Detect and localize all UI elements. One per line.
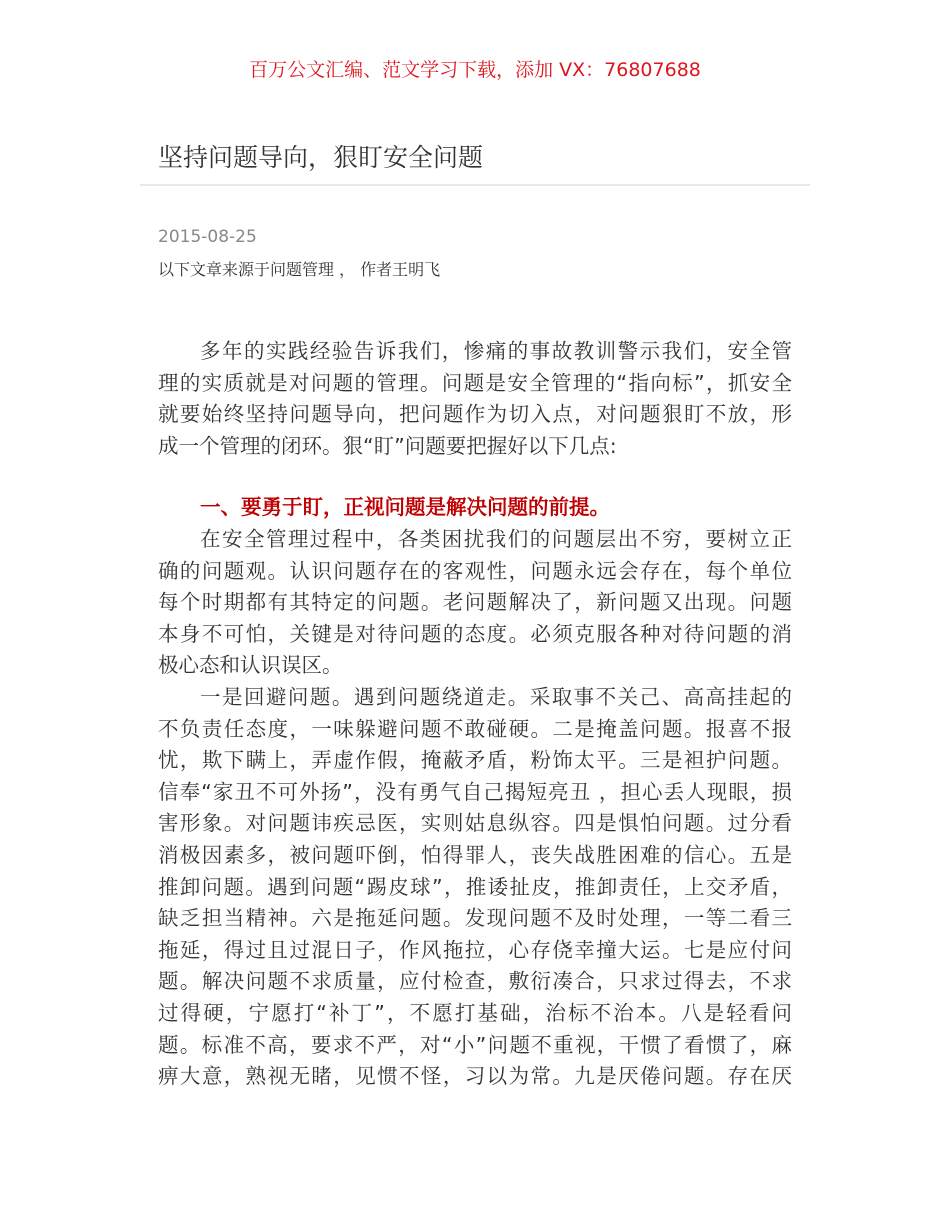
title-divider [140, 184, 810, 186]
text-line: 多年的实践经验告诉我们，惨痛的事故教训警示我们，安全管 [200, 339, 792, 363]
text-line: 在安全管理过程中，各类困扰我们的问题层出不穷，要树立正 [200, 527, 792, 551]
text-line: 极心态和认识误区。 [158, 653, 343, 678]
text-line: 就要始终坚持问题导向，把问题作为切入点，对问题狠盯不放，形 [158, 402, 792, 427]
publish-date: 2015-08-25 [158, 227, 257, 247]
paragraph-intro [158, 336, 792, 462]
text-line: 每个时期都有其特定的问题。老问题解决了，新问题又出现。问题 [158, 590, 792, 615]
text-line: 痹大意，熟视无睹，见惯不怪，习以为常。九是厌倦问题。存在厌 [158, 1064, 792, 1089]
paragraph-3 [158, 682, 792, 1093]
text-line: 题。标准不高，要求不严，对“小”问题不重视，干惯了看惯了，麻 [158, 1032, 792, 1057]
text-line: 成一个管理的闭环。狠“盯”问题要把握好以下几点: [158, 433, 617, 458]
text-line: 理的实质就是对问题的管理。问题是安全管理的“指向标”，抓安全 [158, 370, 792, 395]
text-line: 推卸问题。遇到问题“踢皮球”，推诿扯皮，推卸责任，上交矛盾， [158, 874, 792, 899]
text-line: 题。解决问题不求质量，应付检查，敷衍凑合，只求过得去，不求 [158, 969, 792, 994]
text-line: 拖延，得过且过混日子，作风拖拉，心存侥幸撞大运。七是应付问 [158, 937, 792, 962]
text-line: 本身不可怕，关键是对待问题的态度。必须克服各种对待问题的消 [158, 621, 792, 646]
heading-text: 一、要勇于盯，正视问题是解决问题的前提。 [200, 495, 610, 519]
text-line: 缺乏担当精神。六是拖延问题。发现问题不及时处理，一等二看三 [158, 906, 792, 931]
section-heading-1 [158, 492, 792, 524]
text-line: 一是回避问题。遇到问题绕道走。采取事不关己、高高挂起的 [200, 685, 792, 709]
text-line: 忧，欺下瞒上，弄虚作假，掩蔽矛盾，粉饰太平。三是袒护问题。 [158, 748, 792, 773]
text-line: 消极因素多，被问题吓倒，怕得罪人，丧失战胜困难的信心。五是 [158, 842, 792, 867]
text-line: 过得硬，宁愿打“补丁”，不愿打基础，治标不治本。八是轻看问 [158, 1000, 792, 1025]
text-line: 确的问题观。认识问题存在的客观性，问题永远会存在，每个单位 [158, 558, 792, 583]
text-line: 不负责任态度，一味躲避问题不敢碰硬。二是掩盖问题。报喜不报 [158, 716, 792, 741]
article-title: 坚持问题导向，狠盯安全问题 [158, 143, 484, 172]
text-line: 害形象。对问题讳疾忌医，实则姑息纵容。四是惧怕问题。过分看 [158, 811, 792, 836]
paragraph-2 [158, 524, 792, 682]
promo-banner: 百万公文汇编、范文学习下载，添加 VX：76807688 [249, 59, 701, 81]
article-source: 以下文章来源于问题管理 ， 作者王明飞 [158, 260, 441, 279]
text-line: 信奉“家丑不可外扬”，没有勇气自己揭短亮丑 ，担心丢人现眼，损 [158, 779, 792, 804]
